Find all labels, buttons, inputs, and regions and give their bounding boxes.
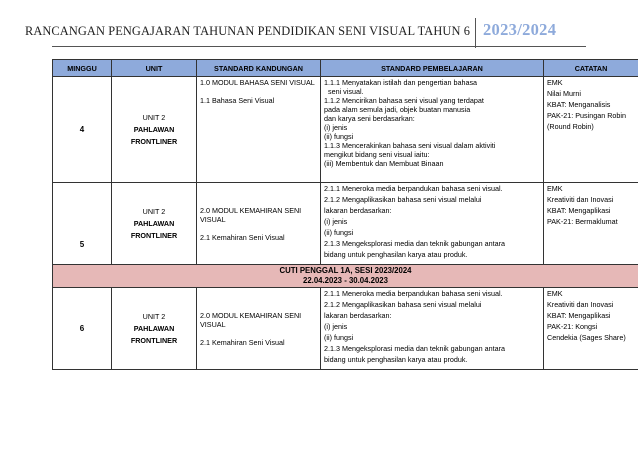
- sp-line: bidang untuk penghasilan karya atau produk.: [324, 250, 468, 259]
- sp-line: (i) jenis: [324, 123, 348, 132]
- standard-kandungan-cell: [197, 288, 321, 370]
- sp-line: mengikut bidang seni visual iaitu:: [324, 150, 430, 159]
- unit-title-line2: FRONTLINER: [130, 231, 178, 240]
- column-header-standard-kandungan: STANDARD KANDUNGAN: [197, 60, 321, 77]
- sp-line: 1.1.3 Mencerakinkan bahasa seni visual dalam aktiviti: [324, 141, 496, 150]
- catatan-line: (Round Robin): [547, 122, 594, 131]
- table-row: [53, 183, 638, 265]
- catatan-line: EMK: [547, 78, 563, 87]
- sp-line: 1.1.2 Mencirikan bahasa seni visual yang terdapat: [324, 96, 484, 105]
- catatan-cell: [544, 77, 638, 183]
- standard-kandungan-sub: 2.1 Kemahiran Seni Visual: [200, 337, 285, 347]
- sp-line: lakaran berdasarkan:: [324, 206, 392, 215]
- catatan-cell: [544, 288, 638, 370]
- standard-kandungan-sub: 2.1 Kemahiran Seni Visual: [200, 232, 285, 242]
- sp-line: (ii) fungsi: [324, 132, 354, 141]
- catatan-line: Cendekia (Sages Share): [547, 333, 626, 343]
- table-row: [53, 77, 638, 183]
- sp-line: bidang untuk penghasilan karya atau produk.: [324, 355, 468, 365]
- week-number: 4: [53, 77, 112, 183]
- unit-number: UNIT 2: [142, 113, 166, 122]
- holiday-cell: [53, 265, 638, 288]
- catatan-line: EMK: [547, 184, 563, 193]
- sp-line: 2.1.3 Mengeksplorasi media dan teknik gabungan antara: [324, 239, 506, 248]
- sp-line: (i) jenis: [324, 322, 348, 332]
- session-year: 2023/2024: [483, 20, 557, 39]
- holiday-title: CUTI PENGGAL 1A, SESI 2023/2024: [279, 266, 412, 275]
- holiday-dates: 22.04.2023 - 30.04.2023: [303, 276, 388, 286]
- header-rule: [52, 46, 586, 47]
- table-header-row: [53, 60, 638, 77]
- sp-line: 2.1.2 Mengaplikasikan bahasa seni visual melalui: [324, 300, 482, 310]
- unit-cell: [112, 77, 197, 183]
- unit-title-line1: PAHLAWAN: [133, 324, 175, 334]
- standard-kandungan-sub: 1.1 Bahasa Seni Visual: [200, 96, 275, 105]
- column-header-minggu: MINGGU: [53, 60, 112, 77]
- week-number: 6: [53, 288, 112, 370]
- unit-number: UNIT 2: [142, 312, 166, 322]
- sp-line: lakaran berdasarkan:: [324, 311, 392, 321]
- catatan-line: KBAT: Mengaplikasi: [547, 311, 611, 321]
- sp-line: 2.1.2 Mengaplikasikan bahasa seni visual melalui: [324, 195, 482, 204]
- catatan-line: Kreativiti dan Inovasi: [547, 195, 614, 204]
- rpt-table: [52, 59, 638, 370]
- catatan-line: KBAT: Mengaplikasi: [547, 206, 611, 215]
- sp-line: 1.1.1 Menyatakan istilah dan pengertian bahasa: [324, 78, 478, 87]
- sp-line: 2.1.3 Mengeksplorasi media dan teknik gabungan antara: [324, 344, 506, 354]
- sp-line: dan karya seni berdasarkan:: [324, 114, 415, 123]
- modul-label: 2.0 MODUL KEMAHIRAN SENI VISUAL: [200, 205, 302, 224]
- standard-pembelajaran-cell: [321, 183, 544, 265]
- sp-line: 2.1.1 Meneroka media berpandukan bahasa seni visual.: [324, 289, 503, 299]
- standard-kandungan-cell: [197, 183, 321, 265]
- page-title: RANCANGAN PENGAJARAN TAHUNAN PENDIDIKAN SENI VISUAL TAHUN 6: [24, 24, 470, 38]
- sp-line: (i) jenis: [324, 217, 348, 226]
- unit-cell: [112, 183, 197, 265]
- standard-pembelajaran-cell: [321, 77, 544, 183]
- catatan-line: PAK-21: Pusingan Robin: [547, 111, 626, 120]
- sp-line: pada alam semula jadi, objek buatan manusia: [324, 105, 471, 114]
- table-row: [53, 288, 638, 370]
- standard-kandungan-cell: [197, 77, 321, 183]
- catatan-cell: [544, 183, 638, 265]
- unit-cell: [112, 288, 197, 370]
- header-divider: [475, 18, 476, 48]
- catatan-line: Nilai Murni: [547, 89, 581, 98]
- catatan-line: KBAT: Menganalisis: [547, 100, 611, 109]
- sp-line: (ii) fungsi: [324, 333, 354, 343]
- column-header-unit: UNIT: [112, 60, 197, 77]
- catatan-line: PAK-21: Kongsi: [547, 322, 598, 332]
- page-header: [0, 18, 638, 48]
- sp-line: (iii) Membentuk dan Membuat Binaan: [324, 159, 444, 168]
- unit-number: UNIT 2: [142, 207, 166, 216]
- sp-line: 2.1.1 Meneroka media berpandukan bahasa seni visual.: [324, 184, 503, 193]
- unit-title-line1: PAHLAWAN: [133, 125, 175, 134]
- holiday-row: [53, 265, 638, 288]
- catatan-line: Kreativiti dan Inovasi: [547, 300, 614, 310]
- sp-line: seni visual.: [328, 87, 364, 96]
- week-number: 5: [53, 183, 112, 265]
- catatan-line: PAK-21: Bermaklumat: [547, 217, 618, 226]
- unit-title-line2: FRONTLINER: [130, 336, 178, 346]
- column-header-catatan: CATATAN: [544, 60, 638, 77]
- unit-title-line2: FRONTLINER: [130, 137, 178, 146]
- standard-pembelajaran-cell: [321, 288, 544, 370]
- modul-label: 1.0 MODUL BAHASA SENI VISUAL: [200, 78, 315, 87]
- modul-label: 2.0 MODUL KEMAHIRAN SENI VISUAL: [200, 310, 302, 329]
- column-header-standard-pembelajaran: STANDARD PEMBELAJARAN: [321, 60, 544, 77]
- unit-title-line1: PAHLAWAN: [133, 219, 175, 228]
- catatan-line: EMK: [547, 289, 563, 299]
- sp-line: (ii) fungsi: [324, 228, 354, 237]
